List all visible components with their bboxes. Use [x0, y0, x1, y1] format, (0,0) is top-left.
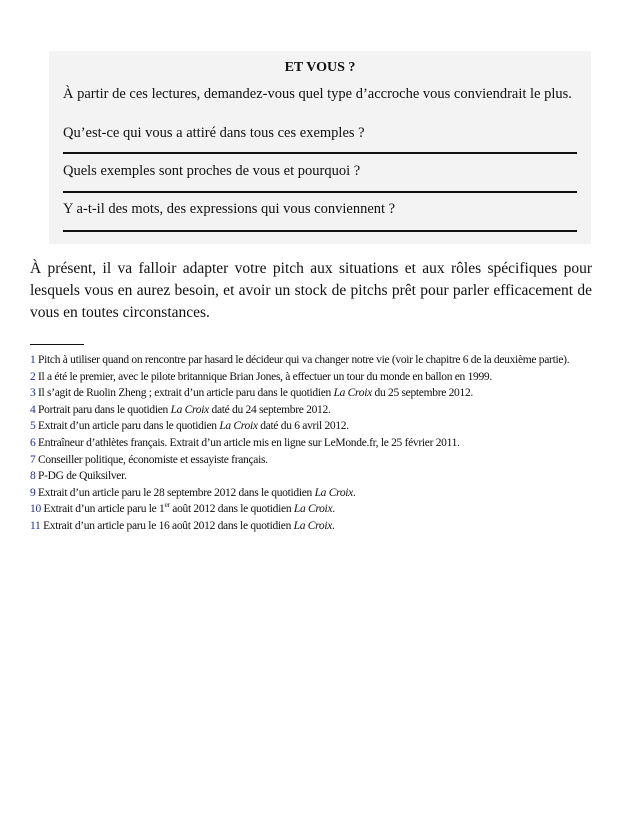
footnote-number: 8	[30, 470, 36, 483]
footnote-post: daté du 24 septembre 2012.	[208, 403, 331, 416]
footnote	[30, 518, 594, 535]
box-title: ET VOUS ?	[284, 60, 356, 75]
footnote	[30, 501, 594, 518]
footnote	[30, 468, 594, 485]
footnote-number: 5	[30, 420, 36, 433]
body-paragraph: À présent, il va falloir adapter votre pitch aux situations et aux rôles spécifiques pour lesquels vous en aurez besoin, et avoir un stock de pitchs prêt pour parler efficacement de vous en toutes circonstances.	[30, 260, 592, 321]
footnote-pre: Extrait d’un article paru le 1	[43, 503, 165, 516]
question-2: Quels exemples sont proches de vous et pourquoi ?	[63, 163, 361, 179]
footnote-number: 9	[30, 486, 36, 499]
footnote-pre: Extrait d’un article paru le 28 septembre 2012 dans le quotidien	[38, 486, 315, 499]
footnote-separator	[30, 344, 84, 345]
footnote-post: du 25 septembre 2012.	[371, 387, 473, 400]
footnote-post: .	[332, 503, 335, 516]
footnote-number: 1	[30, 354, 36, 366]
footnote-pre: Il s’agit de Ruolin Zheng ; extrait d’un article paru dans le quotidien	[38, 387, 334, 400]
box-intro: À partir de ces lectures, demandez-vous quel type d’accroche vous conviendrait le plus.	[63, 86, 572, 102]
footnote-text: Conseiller politique, économiste et essayiste français.	[38, 453, 268, 466]
footnote-em: La Croix	[170, 403, 209, 416]
footnote-em: La Croix	[333, 387, 372, 400]
answer-line-1	[63, 152, 577, 154]
footnote-pre: Extrait d’un article paru dans le quotidien	[38, 420, 220, 433]
footnote-number: 7	[30, 453, 36, 466]
answer-line-2	[63, 191, 577, 193]
footnote	[30, 418, 594, 435]
footnote	[30, 485, 594, 502]
et-vous-box	[49, 51, 591, 244]
footnote-number: 4	[30, 403, 36, 416]
footnote-number: 2	[30, 370, 36, 383]
footnote-number: 10	[30, 503, 41, 516]
footnote	[30, 385, 594, 402]
footnote-em: La Croix	[293, 503, 333, 516]
footnote-pre: Portrait paru dans le quotidien	[38, 403, 171, 416]
footnote-number: 6	[30, 436, 36, 449]
question-1: Qu’est-ce qui vous a attiré dans tous ces exemples ?	[63, 125, 365, 141]
footnote	[30, 435, 594, 452]
footnote-post: .	[332, 519, 335, 532]
footnote-number: 3	[30, 387, 36, 400]
footnote-em: La Croix	[219, 420, 258, 433]
footnote-em: La Croix	[314, 486, 353, 499]
footnote-post: daté du 6 avril 2012.	[257, 420, 349, 433]
footnote	[30, 402, 594, 419]
footnote	[30, 452, 594, 469]
footnote-number: 11	[30, 519, 41, 532]
answer-line-3	[63, 230, 577, 232]
footnote-text: Entraîneur d’athlètes français. Extrait d’un article mis en ligne sur LeMonde.fr, le 25 février 2011.	[38, 436, 460, 449]
footnote-sup: er	[164, 500, 170, 510]
footnote	[30, 369, 594, 386]
footnote-mid: août 2012 dans le quotidien	[169, 503, 294, 516]
footnote-text: P-DG de Quiksilver.	[38, 470, 127, 483]
footnotes	[30, 352, 594, 535]
footnote-em: La Croix	[293, 519, 333, 532]
footnote-text: Pitch à utiliser quand on rencontre par hasard le décideur qui va changer notre vie (voir le chapitre 6 de la deuxième partie).	[38, 354, 570, 366]
footnote-pre: Extrait d’un article paru le 16 août 2012 dans le quotidien	[43, 519, 294, 532]
footnote-text: Il a été le premier, avec le pilote britannique Brian Jones, à effectuer un tour du monde en ballon en 1999.	[38, 370, 492, 383]
footnote-post: .	[352, 486, 356, 499]
question-3: Y a-t-il des mots, des expressions qui vous conviennent ?	[63, 201, 396, 217]
footnote	[30, 352, 594, 369]
